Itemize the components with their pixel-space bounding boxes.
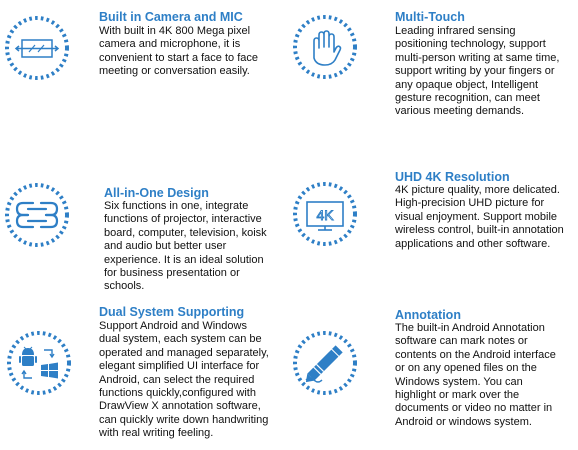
- monitor-4k-icon: [292, 181, 358, 247]
- feature-description: Six functions in one, integrate functions of projector, interactive board, computer, television, koisk and audio but better user experience. It is an ideal solution for business presentation or schools.: [104, 200, 267, 293]
- feature-title: Multi-Touch: [395, 10, 465, 24]
- android-windows-icon: [6, 330, 72, 396]
- link-chain-icon: [4, 182, 70, 248]
- feature-title: All-in-One Design: [104, 186, 209, 200]
- feature-title: Annotation: [395, 308, 461, 322]
- feature-title: Dual System Supporting: [99, 305, 245, 319]
- feature-title: UHD 4K Resolution: [395, 170, 510, 184]
- feature-title: Built in Camera and MIC: [99, 10, 243, 24]
- feature-description: With built in 4K 800 Mega pixel camera and microphone, it is convenient to start a face to face meeting or conversation easily.: [99, 25, 258, 78]
- feature-description: 4K picture quality, more delicated. High-precision UHD picture for visual enjoyment. Support mobile wireless control, built-in annotation applications and other software.: [395, 184, 564, 250]
- feature-description: Support Android and Windows dual system, each system can be operated and managed separately, elegant simplified UI interface for Android, can select the required functions quickly,configured with DrawView X annotation software, can quickly write down handwriting with real writing feeling.: [99, 320, 269, 440]
- feature-description: Leading infrared sensing positioning technology, support multi-person writing at same time, support writing by your fingers or any opaque object, Intelligent gesture recognition, can meet various meeting demands.: [395, 25, 560, 118]
- feature-description: The built-in Android Annotation software can mark notes or contents on the Android interface or on any opened files on the Windows system. You can highlight or mark over the documents or video no matter in Android or windows system.: [395, 322, 556, 428]
- pen-annotation-icon: [292, 330, 358, 396]
- camera-icon: [4, 15, 70, 81]
- hand-touch-icon: [292, 14, 358, 80]
- icon-label: 4K: [316, 207, 334, 223]
